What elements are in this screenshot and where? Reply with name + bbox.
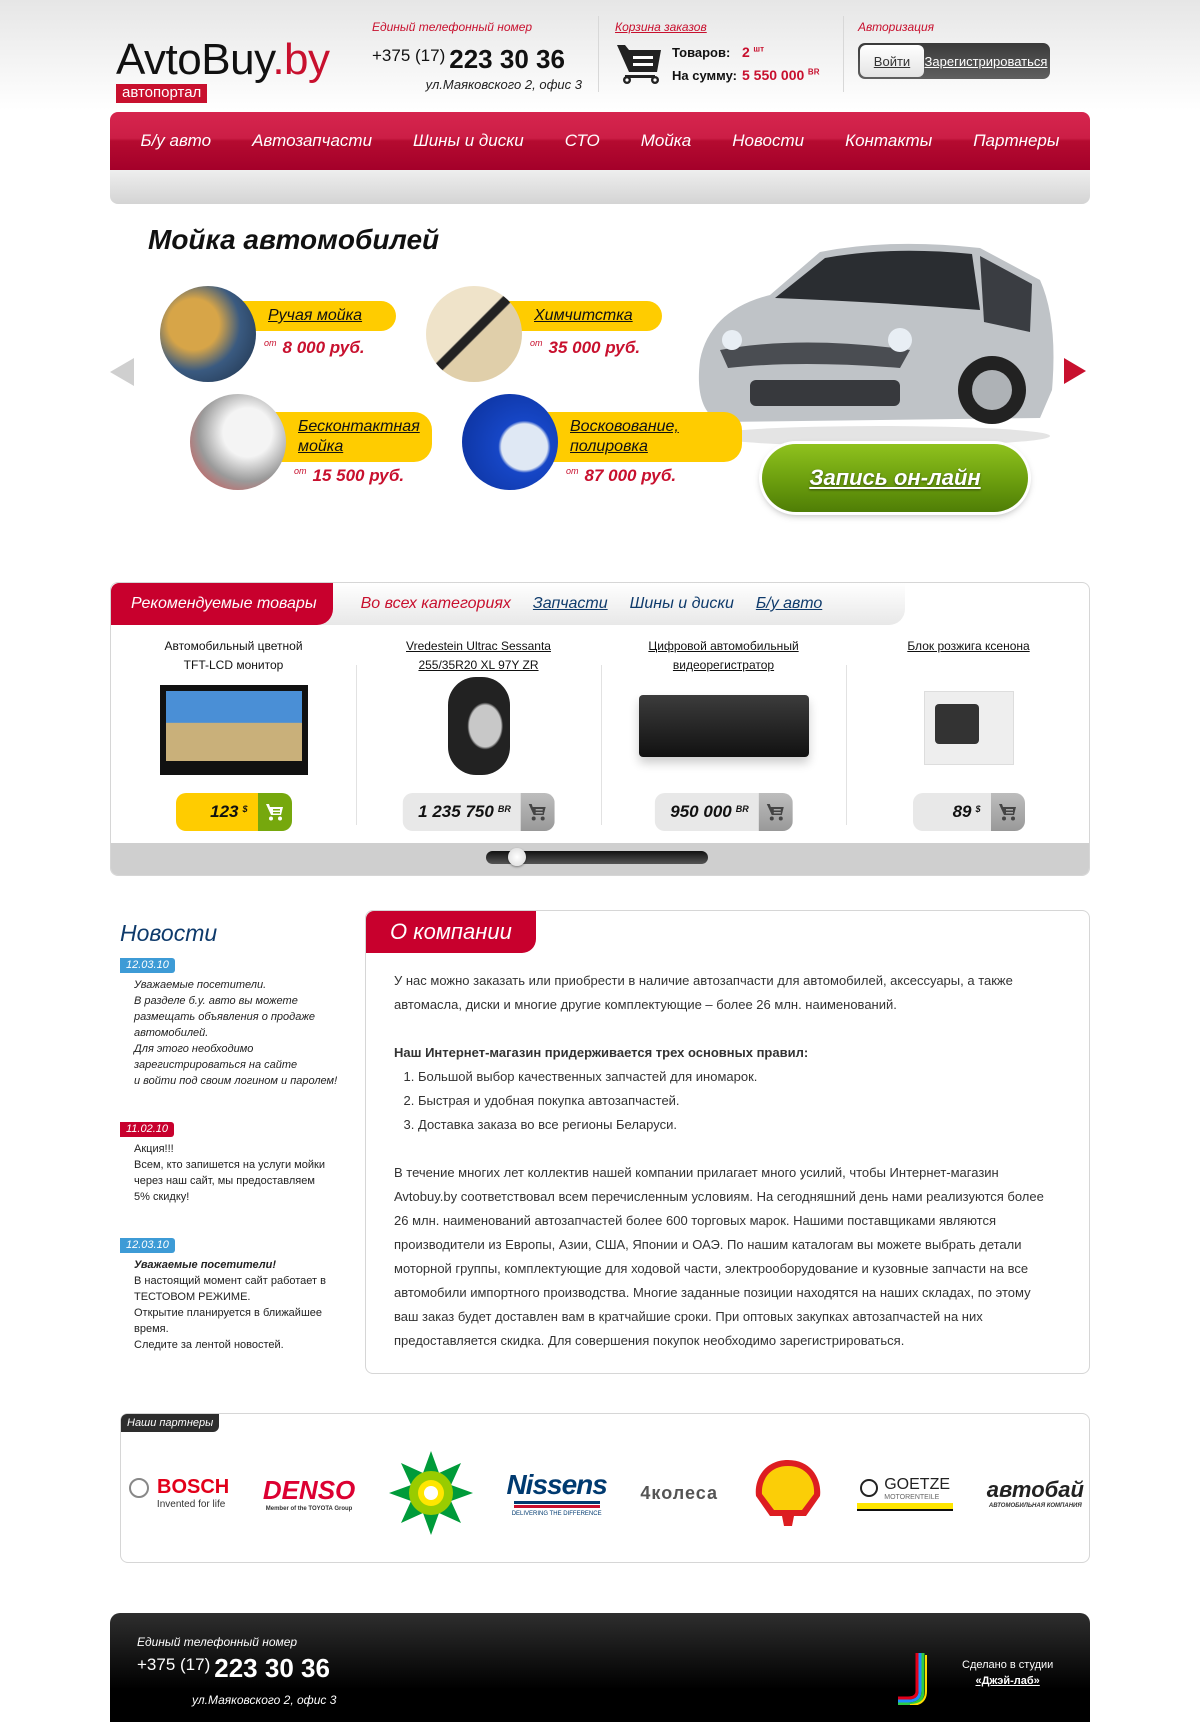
nav-item-partners[interactable]: Партнеры: [973, 131, 1060, 150]
partner-logo-goetze[interactable]: [857, 1476, 953, 1511]
header-phone: [372, 20, 582, 92]
rules-heading: Наш Интернет-магазин придерживается трех основных правил:: [394, 1045, 809, 1060]
news-line: зарегистрироваться на сайте: [134, 1059, 298, 1071]
service-price: 87 000 руб.: [584, 466, 677, 485]
news-item[interactable]: [120, 1235, 360, 1353]
news-heading: Уважаемые посетители!: [134, 1259, 276, 1271]
add-to-cart-icon[interactable]: [258, 793, 292, 831]
tire-image: [448, 677, 510, 775]
slider-prev-arrow-icon[interactable]: [110, 358, 134, 386]
news-heading: Акция!!!: [134, 1143, 174, 1155]
price-unit: BR: [497, 804, 511, 814]
news-line: Следите за лентой новостей.: [134, 1339, 284, 1351]
auth-title: Авторизация: [858, 20, 935, 34]
products-widget: [110, 582, 1090, 876]
logo-name: AvtoBuy: [116, 35, 273, 84]
add-to-cart-icon[interactable]: [991, 793, 1025, 831]
product-card[interactable]: [601, 635, 846, 825]
nav-item-parts[interactable]: Автозапчасти: [252, 131, 373, 150]
bosch-emblem-icon: [129, 1478, 149, 1498]
product-name-line1[interactable]: Цифровой автомобильный: [648, 639, 799, 653]
hand-wash-image: [160, 286, 256, 382]
login-button[interactable]: Войти: [860, 45, 924, 77]
price-prefix: от: [264, 338, 277, 348]
price-unit: $: [242, 804, 248, 814]
news-date: 11.02.10: [120, 1122, 174, 1137]
cart-sum-value: 5 550 000: [742, 67, 805, 83]
cart-items-label: Товаров:: [672, 45, 731, 60]
product-name-line1[interactable]: Блок розжига ксенона: [907, 639, 1030, 653]
footer-phone-prefix: +375 (17): [137, 1655, 211, 1674]
price-unit: BR: [735, 804, 749, 814]
footer-phone-number: 223 30 36: [214, 1653, 330, 1683]
product-name-line2[interactable]: 255/35R20 XL 97Y ZR: [418, 658, 539, 672]
scroll-track[interactable]: [486, 851, 708, 864]
news-title: Новости: [120, 920, 218, 946]
dry-cleaning-image: [426, 286, 522, 382]
tab-tires[interactable]: Шины и диски: [629, 595, 734, 612]
studio-link[interactable]: «Джэй-лаб»: [975, 1675, 1040, 1687]
touchless-wash-image: [190, 394, 286, 490]
partner-name: DENSO: [262, 1474, 356, 1505]
price-button[interactable]: [913, 793, 1025, 831]
phone-prefix: +375 (17): [372, 46, 446, 65]
news-line: Уважаемые посетители.: [134, 979, 267, 991]
auth-widget: [858, 20, 1058, 79]
service-name[interactable]: Ручая мойка: [268, 307, 363, 324]
nav-item-service[interactable]: СТО: [564, 131, 600, 150]
service-price: 15 500 руб.: [312, 466, 405, 485]
price-button[interactable]: [176, 793, 292, 831]
price-unit: $: [975, 804, 981, 814]
partner-sub: АВТОМОБИЛЬНАЯ КОМПАНИЯ: [988, 1503, 1082, 1509]
studio-logo-icon[interactable]: [894, 1651, 930, 1710]
product-card[interactable]: [846, 635, 1090, 825]
divider: [598, 16, 599, 92]
news-line: Открытие планируется в ближайшее: [134, 1307, 322, 1319]
partner-sub: DELIVERING THE DIFFERENCE: [511, 1511, 602, 1517]
cart-sum-label: На сумму:: [672, 68, 737, 83]
product-name-line1[interactable]: Vredestein Ultrac Sessanta: [406, 639, 551, 653]
rule-item: 2. Быстрая и удобная покупка автозапчастей.: [418, 1089, 1054, 1113]
partner-logo-bp[interactable]: [389, 1451, 473, 1535]
phone-number: 223 30 36: [449, 44, 565, 74]
service-price: 35 000 руб.: [548, 338, 641, 357]
partners-label: Наши партнеры: [121, 1414, 219, 1432]
partner-sub: Invented for life: [156, 1499, 226, 1510]
xenon-ballast-image: [924, 691, 1014, 765]
phone-label: Единый телефонный номер: [372, 20, 533, 34]
tab-all-categories[interactable]: Во всех категориях: [360, 595, 511, 612]
tab-recommended[interactable]: Рекомендуемые товары: [111, 583, 333, 625]
main-nav: [110, 112, 1090, 170]
product-name-line2[interactable]: видеорегистратор: [672, 658, 775, 672]
about-intro: У нас можно заказать или приобрести в наличие автозапчасти для автомобилей, аксессуары, а также автомасла, диски и многие другие комплектующие – более 26 млн. наименований.: [394, 973, 1013, 1012]
product-scroller: [111, 843, 1090, 875]
monitor-image: [160, 685, 308, 775]
news-line: 5% скидку!: [134, 1191, 190, 1203]
studio-text: Сделано в студии: [962, 1659, 1054, 1671]
service-name-line2[interactable]: полировка: [570, 438, 648, 455]
tab-used-cars[interactable]: Б/у авто: [755, 595, 823, 612]
news-line: через наш сайт, мы предоставляем: [134, 1175, 315, 1187]
price-button[interactable]: [654, 793, 792, 831]
waxing-image: [462, 394, 558, 490]
cart-items-value: 2: [742, 44, 750, 60]
news-line: время.: [134, 1323, 169, 1335]
nav-item-wash[interactable]: Мойка: [640, 131, 692, 150]
news-date: 12.03.10: [120, 958, 175, 973]
partner-name: GOETZE: [884, 1475, 951, 1493]
bp-helios-icon: [389, 1451, 473, 1535]
book-online-button[interactable]: Запись он-лайн: [762, 444, 1028, 512]
news-item[interactable]: [120, 955, 360, 1089]
news-item[interactable]: [120, 1119, 360, 1205]
nav-item-contacts[interactable]: Контакты: [845, 131, 933, 150]
nav-item-tires[interactable]: Шины и диски: [413, 131, 524, 150]
news-line: размещать объявления о продаже: [134, 1011, 316, 1023]
divider: [843, 16, 844, 92]
news-line: В разделе б.у. авто вы можете: [134, 995, 298, 1007]
partner-sub: Member of the TOYOTA Group: [265, 1505, 353, 1512]
partner-logo-4koleso[interactable]: [640, 1483, 718, 1504]
news-line: и войти под своим логином и паролем!: [134, 1075, 338, 1087]
partner-logo-bosch[interactable]: [129, 1476, 229, 1510]
partner-logo-denso[interactable]: [263, 1475, 355, 1512]
service-name-line2[interactable]: мойка: [298, 438, 344, 455]
dvr-image: [639, 695, 809, 757]
footer-phone-label: Единый телефонный номер: [137, 1635, 298, 1649]
product-price: 123: [210, 802, 239, 821]
slider-next-arrow-icon[interactable]: [1064, 358, 1086, 384]
add-to-cart-icon[interactable]: [759, 793, 793, 831]
goetze-emblem-icon: [860, 1479, 878, 1497]
news-line: В настоящий момент сайт работает в: [134, 1275, 326, 1287]
rules-list: [418, 1065, 1054, 1137]
product-price: 89: [952, 802, 972, 821]
news-line: автомобилей.: [134, 1027, 209, 1039]
add-to-cart-icon[interactable]: [521, 793, 555, 831]
nav-item-news[interactable]: Новости: [732, 131, 805, 150]
shell-pecten-icon: [752, 1458, 824, 1528]
about-body: В течение многих лет коллектив нашей компании прилагает много усилий, чтобы Интернет-магазин Avtobuy.by соответствовал всем перечисленным условиям. На сегодняшний день нами реализуются более 26 млн. наименований автозапчастей более 600 торговых марок. Нашими поставщиками являются производители из Европы, Азии, США, Японии и ОАЭ. По нашим каталогам вы можете выбрать детали моторной группы, комплектующие для ходовой части, электрооборудование и кузовные запчасти на все автомобили импортного производства. Многие заданные позиции находятся на наших складах, по этому ваш заказ будет доставлен вам в кратчайшие сроки. При оптовых закупках автозапчастей на них предоставляется скидка. Для совершения покупок необходимо зарегистрироваться.: [394, 1165, 1044, 1348]
news-date: 12.03.10: [120, 1238, 175, 1253]
product-price: 950 000: [670, 802, 732, 821]
partner-name: автобай: [986, 1477, 1084, 1502]
product-name-line2: TFT-LCD монитор: [183, 658, 284, 672]
cart-items-unit: шт: [753, 44, 765, 54]
tab-parts[interactable]: Запчасти: [532, 595, 608, 612]
nav-subbar: [110, 170, 1090, 204]
price-button[interactable]: [402, 793, 555, 831]
partner-name: 4колеса: [640, 1482, 718, 1503]
about-title: О компании: [366, 911, 536, 953]
rule-item: 1. Большой выбор качественных запчастей для иномарок.: [418, 1065, 1054, 1089]
logo-domain: .by: [272, 35, 330, 84]
address: ул.Маяковского 2, офис 3: [425, 77, 582, 92]
product-name-line1: Автомобильный цветной: [164, 639, 303, 653]
partner-name: BOSCH: [157, 1476, 230, 1498]
partner-logo-avtobai[interactable]: [987, 1477, 1084, 1509]
product-price: 1 235 750: [418, 802, 494, 821]
partner-sub: MOTORENTEILE: [884, 1493, 940, 1501]
product-tabs: [111, 583, 905, 625]
partner-logo-shell[interactable]: [752, 1458, 824, 1528]
news-line: Для этого необходимо: [134, 1043, 254, 1055]
logo[interactable]: [116, 35, 330, 103]
service-price: 8 000 руб.: [282, 338, 365, 357]
service-name[interactable]: Химчитстка: [534, 307, 633, 324]
cart-sum-unit: BR: [807, 67, 820, 77]
news-line: Всем, кто запишется на услуги мойки: [134, 1159, 325, 1171]
product-card[interactable]: [356, 635, 601, 825]
service-name-line1[interactable]: Восковование,: [570, 418, 679, 435]
price-prefix: от: [294, 466, 307, 476]
footer-address: ул.Маяковского 2, офис 3: [192, 1693, 337, 1707]
nav-item-used-cars[interactable]: Б/у авто: [140, 131, 212, 150]
hero-title: Мойка автомобилей: [148, 224, 440, 255]
footer: [110, 1613, 1090, 1722]
cart-title-link[interactable]: Корзина заказов: [615, 20, 707, 34]
news-sidebar: [120, 920, 360, 1383]
price-prefix: от: [530, 338, 543, 348]
register-button[interactable]: Зарегистрироваться: [924, 53, 1048, 69]
partners-section: [120, 1413, 1090, 1563]
scroll-thumb[interactable]: [508, 848, 526, 866]
product-card[interactable]: [111, 635, 356, 825]
rule-item: 3. Доставка заказа во все регионы Беларуси.: [418, 1113, 1054, 1137]
price-prefix: от: [566, 466, 579, 476]
cart-widget: [615, 20, 835, 83]
cart-icon[interactable]: [615, 42, 665, 86]
logo-tagline: автопортал: [116, 84, 207, 103]
partner-name: Nissens: [506, 1469, 607, 1500]
partner-logo-nissens[interactable]: [506, 1469, 606, 1517]
news-line: ТЕСТОВОМ РЕЖИМЕ.: [134, 1291, 251, 1303]
service-name-line1[interactable]: Бесконтактная: [298, 418, 420, 435]
about-section: [365, 910, 1090, 1374]
